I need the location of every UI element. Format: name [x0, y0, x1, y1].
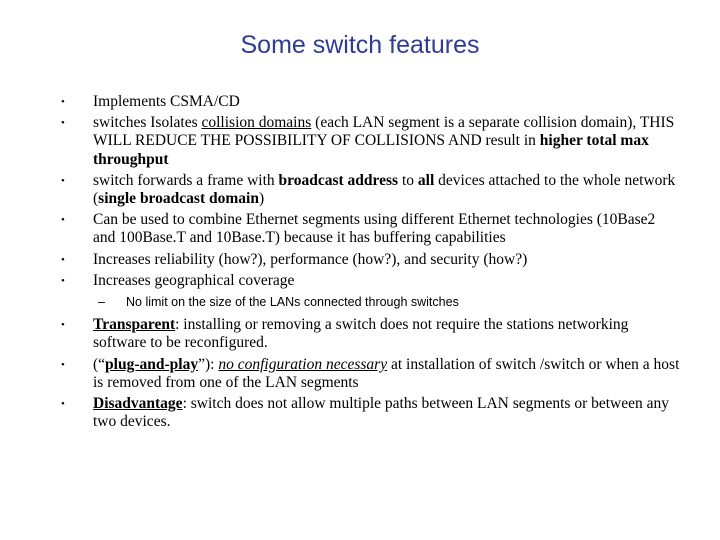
bullet-marker: •: [61, 253, 65, 266]
underlined-term: collision domains: [201, 114, 312, 132]
bullet-text: Increases geographical coverage: [93, 271, 295, 289]
bullet-item: [60, 251, 680, 269]
italic-term: no configuration necessary: [218, 355, 388, 373]
bullet-marker: •: [61, 214, 65, 227]
bullet-list: [60, 93, 680, 434]
bold-term: plug-and-play: [105, 355, 199, 373]
bold-term: broadcast address: [278, 171, 399, 189]
bullet-text-part: : installing or removing a switch does not require the stations networking software to be reconfigured.: [93, 316, 629, 352]
bold-term: higher total max throughput: [93, 132, 649, 168]
bullet-text: Implements CSMA/CD: [93, 93, 240, 110]
bullet-item: [60, 114, 680, 169]
bullet-marker: •: [61, 174, 65, 187]
bullet-item: [60, 316, 680, 352]
bullet-text-part: devices attached to the whole network (: [93, 171, 676, 208]
bullet-text: Can be used to combine Ethernet segments using different Ethernet technologies (10Base2 and 100Base.T and 10Base.T) because it has buffering capabilities: [93, 211, 656, 247]
bullet-marker: •: [61, 319, 65, 332]
bold-term: Disadvantage: [93, 395, 183, 413]
bold-term: Transparent: [93, 316, 176, 334]
slide-title: Some switch features: [240, 31, 480, 59]
bullet-text-part: (each LAN segment is a separate collision domain), THIS WILL REDUCE THE POSSIBILITY OF COLLISIONS AND result in: [93, 114, 675, 150]
bullet-marker: •: [61, 274, 65, 287]
bold-term: single broadcast domain: [98, 190, 259, 208]
bullet-text-part: (“: [93, 355, 106, 373]
bullet-marker: •: [61, 358, 65, 371]
sub-bullet-item: [60, 293, 680, 311]
bullet-text: Increases reliability (how?), performance (how?), and security (how?): [93, 250, 528, 268]
bullet-item: [60, 395, 680, 431]
bullet-marker: •: [61, 398, 65, 411]
bullet-text-part: ”):: [198, 355, 219, 373]
bullet-text-part: ): [258, 190, 265, 208]
bullet-item: [60, 356, 680, 392]
bold-term: all: [417, 171, 435, 189]
bullet-text-part: : switch does not allow multiple paths between LAN segments or between any two devices.: [93, 395, 669, 431]
sub-bullet-text: No limit on the size of the LANs connected through switches: [126, 295, 459, 310]
bullet-text-part: switches Isolates: [93, 114, 202, 132]
bullet-item: [60, 172, 680, 208]
bullet-text-part: switch forwards a frame with: [93, 171, 279, 189]
bullet-text-part: at installation of switch /switch or when a host is removed from one of the LAN segments: [93, 355, 680, 391]
bullet-marker: •: [61, 96, 65, 108]
bullet-item: [60, 93, 680, 111]
bullet-text-part: to: [398, 171, 418, 189]
bullet-marker: •: [61, 117, 65, 130]
sub-bullet-marker: –: [98, 295, 105, 310]
bullet-item: [60, 211, 680, 247]
bullet-item: [60, 272, 680, 290]
